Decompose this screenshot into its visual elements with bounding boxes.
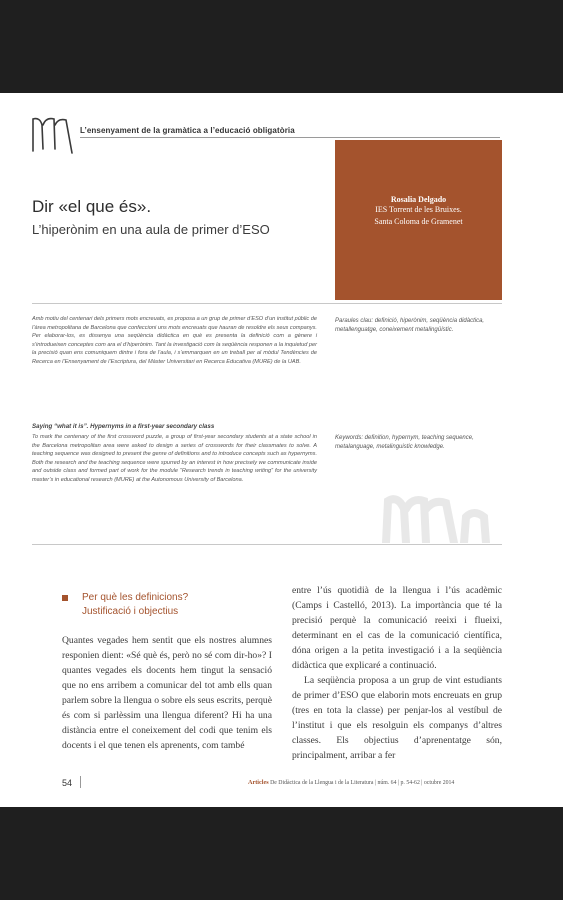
header-rule [80, 137, 500, 138]
body-column-left [62, 633, 272, 753]
article-title: Dir «el que és». [32, 197, 152, 216]
body-column-right [292, 583, 502, 763]
journal-logo-icon [30, 115, 76, 155]
article-subtitle: L’hiperònim en una aula de primer d’ESO [32, 222, 270, 237]
author-affiliation-2: Santa Coloma de Gramenet [374, 217, 463, 226]
footer-separator [80, 776, 81, 788]
running-head: L’ensenyament de la gramàtica a l’educació obligatòria [80, 126, 295, 135]
author-box [335, 140, 502, 300]
body-paragraph: Quantes vegades hem sentit que els nostres alumnes responien dient: «Sé què és, però no sé com dir-ho»? I quantes vegades els docents hem tingut la sensació que no ens arribem a comunicar del tot amb ells quan parlem sobre la llengua o sobre els seus escrits, perquè és com si parlèssim una llengua diferent? Hi ha una distància entre el coneixement del codi que tenim els docents i el que tenen els aprenents, com també [62, 635, 272, 751]
section-bullet-icon [62, 595, 68, 601]
section-heading [82, 591, 188, 619]
abstract-english-title: Saying “what it is”. Hypernyms in a first-year secondary class [32, 423, 215, 430]
body-paragraph: La seqüència proposa a un grup de vint estudiants de primer d’ESO que elaborin mots encreuats en grup (tres en tota la classe) per penjar-los al vestíbul de l’institut i que els resolguin els companys d’altres classes. Els objectius d’aprenentatge són, principalment, arribar a fer [292, 675, 502, 761]
author-affiliation-1: IES Torrent de les Bruixes. [375, 205, 462, 214]
keywords-catalan: Paraules clau: definició, hiperònim, seqüència didàctica, metallenguatge, coneixement metalingüístic. [335, 318, 485, 333]
document-page [0, 93, 563, 807]
footer-journal [248, 779, 454, 786]
top-black-bar [0, 0, 563, 93]
keywords-english: Keywords: definition, hypernym, teaching sequence, metalanguage, metalinguistic knowledge. [335, 435, 474, 450]
bottom-black-bar [0, 807, 563, 900]
section-heading-line-2: Justificació i objectius [82, 606, 179, 617]
divider [32, 544, 502, 545]
abstract-english: To mark the centenary of the first crossword puzzle, a group of first-year secondary students at a state school in the Barcelona metropolitan area were asked to design a series of crosswords for their classmates to solve. A teaching sequence was designed to present the genre of definitions and to introduce concepts such as hypernyms. Both the research and the teaching sequence were spurred by an interest in how precisely we communicate inside and outside class and formed part of work for the module “Research trends in teaching writing” for the university master’s in educational research (MURE) at the Autonomous University of Barcelona. [32, 434, 317, 483]
journal-citation: De Didàctica de la Llengua i de la Literatura | núm. 64 | p. 54-62 | octubre 2014 [270, 780, 455, 786]
page-number: 54 [62, 778, 73, 788]
divider [32, 303, 502, 304]
journal-brand: Articles [248, 779, 269, 786]
body-paragraph: entre l’ús quotidià de la llengua i l’ús acadèmic (Camps i Castelló, 2013). La importància que té la precisió perquè la comunicació reeixi i flueixi, determinant en el cas de la comunicació científica, dóna origen a la petita investigació i a la seqüència didàctica que explicaré a continuació. [292, 585, 502, 671]
abstract-catalan: Amb motiu del centenari dels primers mots encreuats, es proposa a un grup de primer d’ESO d’un institut públic de l’àrea metropolitana de Barcelona que confeccioni uns mots encreuats que hauran de resoldre els seus companys. Per elaborar-los, es dissenya una seqüència didàctica en què es presenta la definició com a gènere i s’introdueixen conceptes com ara el d’hiperònim. Tant la investigació com la seqüència responen a la inquietud per la precisió quan ens comuniquem dintre i fora de l’aula, i s’emmarquen en un treball per al mòdul Tendències de Recerca en l’Ensenyament de l’Escriptura, del Màster Universitari en Recerca Educativa (MURE) de la UAB. [32, 316, 317, 365]
section-heading-line-1: Per què les definicions? [82, 592, 189, 603]
author-name: Rosalia Delgado [390, 195, 447, 204]
watermark-logo-icon [380, 491, 490, 543]
